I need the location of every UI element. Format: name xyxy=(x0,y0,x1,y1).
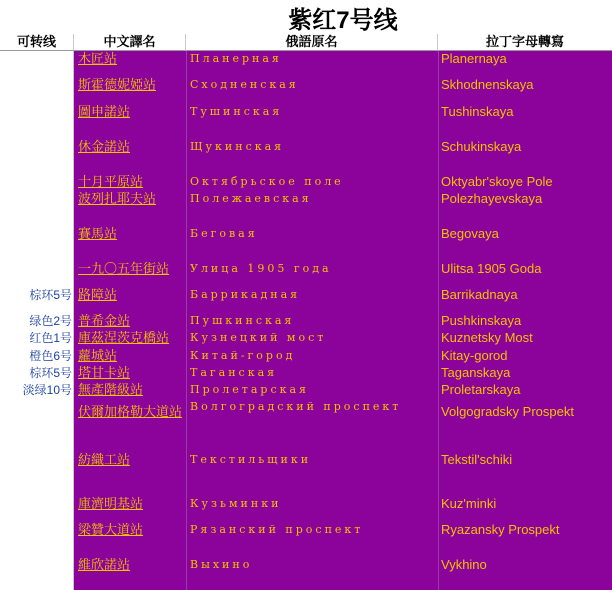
russian-name: Пушкинская xyxy=(190,314,295,327)
station-link[interactable]: 庫濟明基站 xyxy=(78,496,144,511)
latin-name: Tekstil'schiki xyxy=(441,452,513,467)
line-title: 紫红7号线 xyxy=(74,0,612,35)
latin-name: Pushkinskaya xyxy=(441,313,522,328)
station-link[interactable]: 普希金站 xyxy=(78,313,131,328)
station-link[interactable]: 路障站 xyxy=(78,287,118,302)
russian-name: Волгоградский проспект xyxy=(190,400,402,413)
russian-name: Тушинская xyxy=(190,105,283,118)
latin-name: Ulitsa 1905 Goda xyxy=(441,261,542,276)
latin-name: Kuz'minki xyxy=(441,496,497,511)
station-link[interactable]: 十月平原站 xyxy=(78,174,144,189)
latin-name: Taganskaya xyxy=(441,365,511,380)
latin-name: Schukinskaya xyxy=(441,139,522,154)
latin-name: Vykhino xyxy=(441,557,487,572)
station-link[interactable]: 紡織工站 xyxy=(78,452,131,467)
line-color-area xyxy=(74,51,612,590)
latin-name: Skhodnenskaya xyxy=(441,77,534,92)
station-link[interactable]: 無產階級站 xyxy=(78,382,144,397)
russian-name: Кузнецкий мост xyxy=(190,331,327,344)
russian-name: Октябрьское поле xyxy=(190,175,344,188)
latin-name: Barrikadnaya xyxy=(441,287,518,302)
station-link[interactable]: 斯霍德妮婭站 xyxy=(78,77,157,92)
latin-name: Kitay-gorod xyxy=(441,348,508,363)
station-link[interactable]: 伏爾加格勒大道站 xyxy=(78,404,183,419)
transfer-line[interactable]: 棕环5号 xyxy=(29,366,72,380)
russian-name: Планерная xyxy=(190,52,282,65)
column-divider xyxy=(186,51,187,590)
transfer-line[interactable]: 淡绿10号 xyxy=(22,383,72,397)
latin-name: Polezhayevskaya xyxy=(441,191,543,206)
russian-name: Выхино xyxy=(190,558,253,571)
russian-name: Китай-город xyxy=(190,349,296,362)
latin-name: Kuznetsky Most xyxy=(441,330,533,345)
latin-name: Ryazansky Prospekt xyxy=(441,522,560,537)
header-transfer: 可转线 xyxy=(0,34,74,51)
russian-name: Улица 1905 года xyxy=(190,262,332,275)
latin-name: Planernaya xyxy=(441,51,507,66)
transfer-line[interactable]: 红色1号 xyxy=(29,331,72,345)
header-chinese: 中文譯名 xyxy=(74,34,186,51)
transfer-line[interactable]: 橙色6号 xyxy=(29,349,72,363)
latin-name: Begovaya xyxy=(441,226,499,241)
station-link[interactable]: 休金諾站 xyxy=(78,139,131,154)
station-link[interactable]: 塔甘卡站 xyxy=(78,365,131,380)
russian-name: Таганская xyxy=(190,366,278,379)
station-link[interactable]: 一九〇五年街站 xyxy=(78,261,170,276)
russian-name: Сходненская xyxy=(190,78,299,91)
station-link[interactable]: 木匠站 xyxy=(78,51,118,66)
russian-name: Кузьминки xyxy=(190,497,282,510)
transfer-line[interactable]: 棕环5号 xyxy=(29,288,72,302)
station-link[interactable]: 庫茲涅茨克橋站 xyxy=(78,330,170,345)
header-russian: 俄語原名 xyxy=(186,34,438,51)
station-link[interactable]: 維欣諾站 xyxy=(78,557,131,572)
russian-name: Текстильщики xyxy=(190,453,312,466)
station-link[interactable]: 蘿城站 xyxy=(78,348,118,363)
russian-name: Пролетарская xyxy=(190,383,309,396)
latin-name: Proletarskaya xyxy=(441,382,521,397)
transfer-line[interactable]: 绿色2号 xyxy=(29,314,72,328)
russian-name: Полежаевская xyxy=(190,192,312,205)
station-link[interactable]: 梁贊大道站 xyxy=(78,522,144,537)
latin-name: Volgogradsky Prospekt xyxy=(441,404,574,419)
russian-name: Щукинская xyxy=(190,140,285,153)
russian-name: Рязанский проспект xyxy=(190,523,364,536)
column-divider xyxy=(438,51,439,590)
latin-name: Tushinskaya xyxy=(441,104,514,119)
station-link[interactable]: 賽馬站 xyxy=(78,226,118,241)
header-latin: 拉丁字母轉寫 xyxy=(438,34,612,51)
russian-name: Беговая xyxy=(190,227,258,240)
russian-name: Баррикадная xyxy=(190,288,301,301)
station-link[interactable]: 圖申諾站 xyxy=(78,104,131,119)
station-link[interactable]: 波列扎耶夫站 xyxy=(78,191,157,206)
latin-name: Oktyabr'skoye Pole xyxy=(441,174,553,189)
